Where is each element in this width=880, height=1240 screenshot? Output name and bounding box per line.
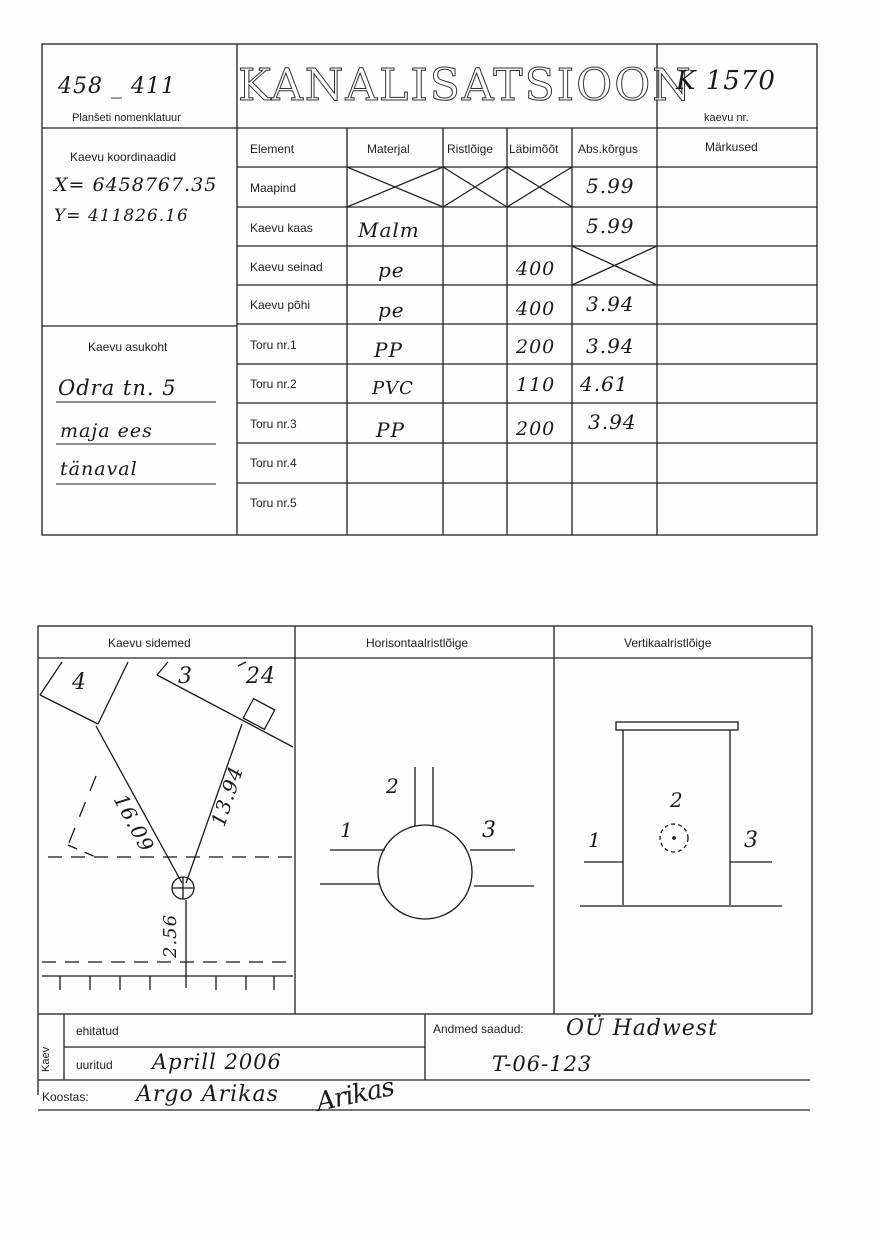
row-element: Maapind: [250, 181, 297, 195]
row-height: 3.94: [586, 334, 635, 358]
row-element: Toru nr.4: [250, 456, 297, 470]
sketch-distance-3: 2.56: [160, 913, 181, 958]
document-title: KANALISATSIOON: [238, 60, 693, 111]
vt-pipe-3: 3: [744, 828, 759, 853]
sketch-label-4: 4: [72, 670, 87, 695]
row-diameter: 110: [516, 374, 556, 396]
data-reference: T-06-123: [492, 1052, 593, 1076]
signature: Arikas: [313, 1072, 397, 1118]
coordinates-label: Kaevu koordinaadid: [70, 150, 177, 164]
row-element: Toru nr.5: [250, 496, 297, 510]
row-element: Toru nr.3: [250, 417, 297, 431]
col-header-diameter: Läbimõõt: [509, 142, 559, 156]
row-height: 3.94: [586, 292, 635, 316]
row-diameter: 400: [516, 298, 556, 320]
horizontal-section-label: Horisontaalristlõige: [366, 636, 469, 650]
row-element: Toru nr.1: [250, 338, 297, 352]
hz-pipe-1: 1: [340, 818, 354, 842]
row-material: PVC: [372, 378, 414, 399]
compiled-label: Koostas:: [42, 1090, 89, 1104]
vt-pipe-1: 1: [588, 828, 602, 852]
nomenclature-value: 458 _ 411: [58, 74, 176, 99]
well-number-label: kaevu nr.: [704, 112, 749, 124]
row-element: Kaevu seinad: [250, 260, 323, 274]
col-header-cross-section: Ristlõige: [447, 142, 494, 156]
connections-label: Kaevu sidemed: [108, 636, 191, 650]
location-line-3: tänaval: [60, 458, 138, 480]
footer-side-label: Kaev: [40, 1046, 52, 1072]
col-header-material: Materjal: [367, 142, 410, 156]
col-header-notes: Märkused: [705, 140, 758, 154]
row-diameter: 200: [516, 336, 556, 358]
sketch-label-24: 24: [246, 664, 276, 689]
col-header-abs-height: Abs.kõrgus: [578, 142, 639, 156]
surveyed-label: uuritud: [76, 1058, 113, 1072]
sketch-label-3: 3: [178, 664, 193, 689]
data-source-value: OÜ Hadwest: [566, 1016, 718, 1041]
location-line-2: maja ees: [60, 420, 153, 442]
row-height: 4.61: [580, 372, 629, 396]
hz-pipe-2: 2: [386, 774, 400, 798]
compiled-value: Argo Arikas: [136, 1082, 279, 1107]
col-header-element: Element: [250, 142, 295, 156]
row-material: Malm: [358, 218, 420, 242]
built-label: ehitatud: [76, 1024, 119, 1038]
location-line-1: Odra tn. 5: [58, 376, 177, 400]
coordinate-x: X= 6458767.35: [54, 174, 218, 196]
sketch-distance-1: 16.09: [108, 790, 160, 857]
surveyed-value: Aprill 2006: [152, 1050, 282, 1074]
row-element: Kaevu kaas: [250, 221, 313, 235]
row-material: PP: [374, 338, 403, 362]
sketch-distance-2: 13.94: [206, 762, 249, 830]
data-source-label: Andmed saadud:: [433, 1022, 524, 1036]
row-diameter: 200: [516, 418, 556, 440]
nomenclature-label: Planšeti nomenklatuur: [72, 112, 181, 124]
row-material: pe: [378, 298, 405, 322]
coordinate-y: Y= 411826.16: [54, 206, 189, 226]
row-element: Kaevu põhi: [250, 298, 311, 312]
hz-pipe-3: 3: [482, 818, 497, 843]
row-material: PP: [376, 418, 405, 442]
vertical-section-label: Vertikaalristlõige: [624, 636, 712, 650]
row-height: 5.99: [586, 214, 635, 238]
vt-pipe-2: 2: [670, 788, 684, 812]
row-diameter: 400: [516, 258, 556, 280]
row-height: 3.94: [588, 410, 637, 434]
location-label: Kaevu asukoht: [88, 340, 168, 354]
row-material: pe: [378, 258, 405, 282]
well-number-value: K 1570: [676, 66, 776, 96]
row-element: Toru nr.2: [250, 377, 297, 391]
row-height: 5.99: [586, 174, 635, 198]
